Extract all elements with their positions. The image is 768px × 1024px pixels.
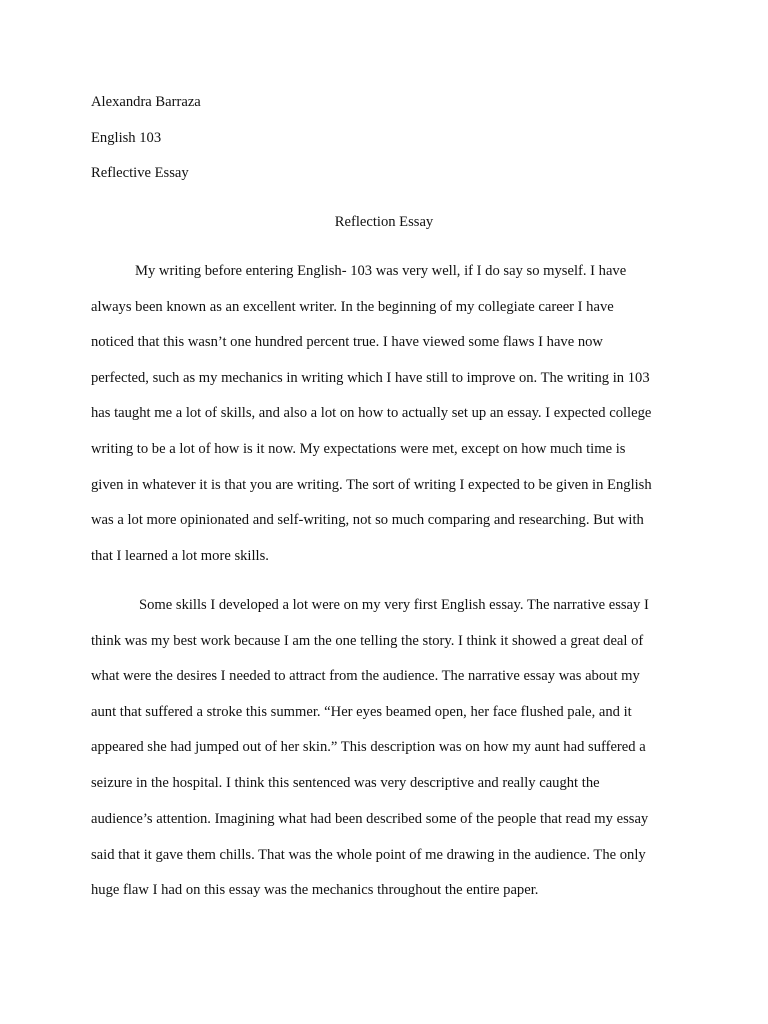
paragraph-2-line-3: what were the desires I needed to attract from the audience. The narrative essay was about my — [91, 668, 640, 684]
paragraph-1-line-3: noticed that this wasn’t one hundred percent true. I have viewed some flaws I have now — [91, 334, 603, 350]
paragraph-2-line-6: seizure in the hospital. I think this sentenced was very descriptive and really caught the — [91, 775, 600, 791]
paragraph-2-line-4: aunt that suffered a stroke this summer. “Her eyes beamed open, her face flushed pale, and it — [91, 704, 632, 720]
paragraph-2-line-7: audience’s attention. Imagining what had been described some of the people that read my essay — [91, 811, 649, 827]
assignment-name: Reflective Essay — [91, 165, 189, 181]
paragraph-2-line-1: Some skills I developed a lot were on my very first English essay. The narrative essay I — [139, 597, 649, 613]
paragraph-1-line-1: My writing before entering English- 103 was very well, if I do say so myself. I have — [135, 263, 627, 279]
paragraph-1-line-7: given in whatever it is that you are writing. The sort of writing I expected to be given in English — [91, 477, 652, 493]
paragraph-2-line-8: said that it gave them chills. That was the whole point of me drawing in the audience. The only — [91, 847, 646, 863]
course-name: English 103 — [91, 130, 162, 146]
paragraph-1-line-4: perfected, such as my mechanics in writing which I have still to improve on. The writing in 103 — [91, 370, 650, 386]
paragraph-2-line-2: think was my best work because I am the one telling the story. I think it showed a great deal of — [91, 633, 644, 649]
paragraph-1-line-6: writing to be a lot of how is it now. My expectations were met, except on how much time is — [91, 441, 626, 457]
paragraph-1-line-5: has taught me a lot of skills, and also a lot on how to actually set up an essay. I expected college — [91, 405, 652, 421]
paragraph-2-line-5: appeared she had jumped out of her skin.” This description was on how my aunt had suffered a — [91, 739, 646, 755]
paragraph-1-line-9: that I learned a lot more skills. — [91, 548, 269, 564]
essay-title: Reflection Essay — [334, 214, 434, 230]
paragraph-2-line-9: huge flaw I had on this essay was the mechanics throughout the entire paper. — [91, 882, 539, 898]
paragraph-1-line-2: always been known as an excellent writer. In the beginning of my collegiate career I have — [91, 299, 614, 315]
author-name: Alexandra Barraza — [91, 94, 201, 110]
paragraph-1-line-8: was a lot more opinionated and self-writing, not so much comparing and researching. But with — [91, 512, 644, 528]
